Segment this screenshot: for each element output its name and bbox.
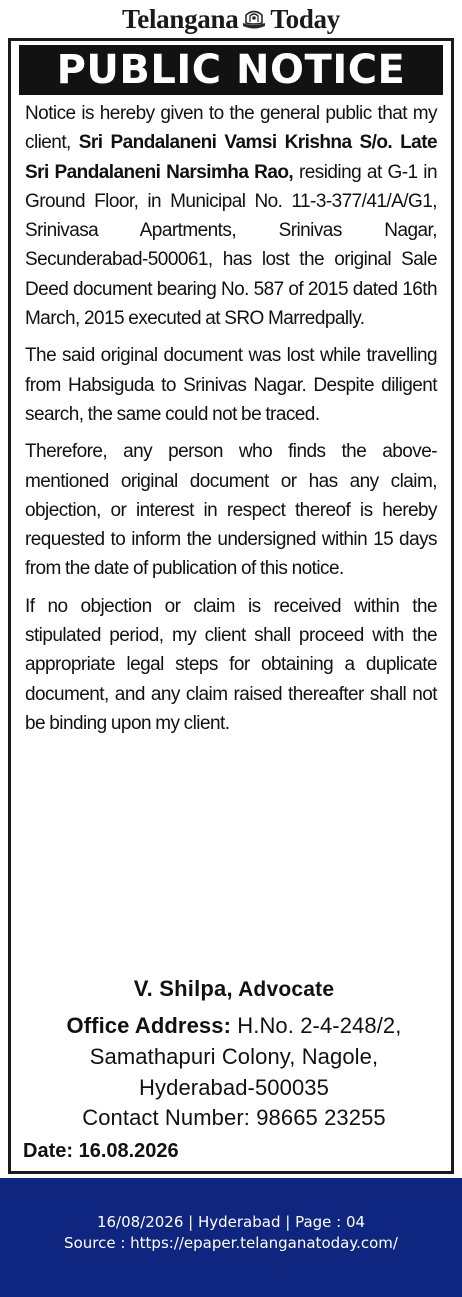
office-address-label: Office Address: (66, 1013, 232, 1038)
epaper-footer (0, 1178, 462, 1297)
newspaper-seal-icon (241, 6, 267, 32)
office-address-house: H.No. 2-4-248/2, (231, 1013, 402, 1038)
masthead (0, 0, 462, 38)
contact-number: Contact Number: 98665 23255 (82, 1105, 386, 1130)
paragraph-1-details: residing at G-1 in Ground Floor, in Municipal No. 11-3-377/41/A/G1, Srinivasa Apartments, Srinivas Nagar, Secunderabad-500061, has lost the original Sale Deed document bearing No. 587 of 2015 dated 16th March, 2015 executed at SRO Marredpally. (25, 161, 437, 330)
notice-frame (8, 38, 454, 1174)
office-address-line-2: Samathapuri Colony, Nagole, (89, 1044, 379, 1069)
footer-meta: 16/08/2026 | Hyderabad | Page : 04 (96, 1213, 366, 1231)
footer-source-link[interactable]: Source : https://epaper.telanganatoday.com/ (64, 1234, 398, 1252)
masthead-today: Today (270, 3, 340, 34)
advocate-signature (11, 976, 457, 1002)
notice-paragraph-4: If no objection or claim is received within the stipulated period, my client shall proceed with the appropriate legal steps for obtaining a duplicate document, and any claim raised thereafter shall not be binding upon my client. (25, 595, 437, 734)
notice-heading: PUBLIC NOTICE (19, 45, 443, 95)
advocate-name: V. Shilpa, (133, 976, 233, 1001)
advocate-role: Advocate (232, 978, 335, 1001)
client-name: Sri Pandalaneni Vamsi Krishna S/o. Late Sri Pandalaneni Narsimha Rao, (25, 132, 437, 183)
notice-paragraph-3: Therefore, any person who finds the above-mentioned original document or has any claim, objection, or interest in respect thereof is hereby requested to inform the undersigned within 15 days from the date of publication of this notice. (25, 441, 437, 580)
notice-body (25, 99, 437, 746)
paragraph-1-intro: Notice is hereby given to the general public that my client, (25, 103, 437, 154)
notice-date: Date: 16.08.2026 (23, 1140, 179, 1162)
office-address-line-1 (11, 1013, 457, 1039)
notice-paragraph-1 (25, 99, 437, 333)
masthead-telangana: Telangana (122, 3, 239, 34)
office-address-line-3: Hyderabad-500035 (139, 1075, 329, 1100)
notice-paragraph-2: The said original document was lost while travelling from Habsiguda to Srinivas Nagar. Despite diligent search, the same could not be traced. (25, 345, 437, 425)
